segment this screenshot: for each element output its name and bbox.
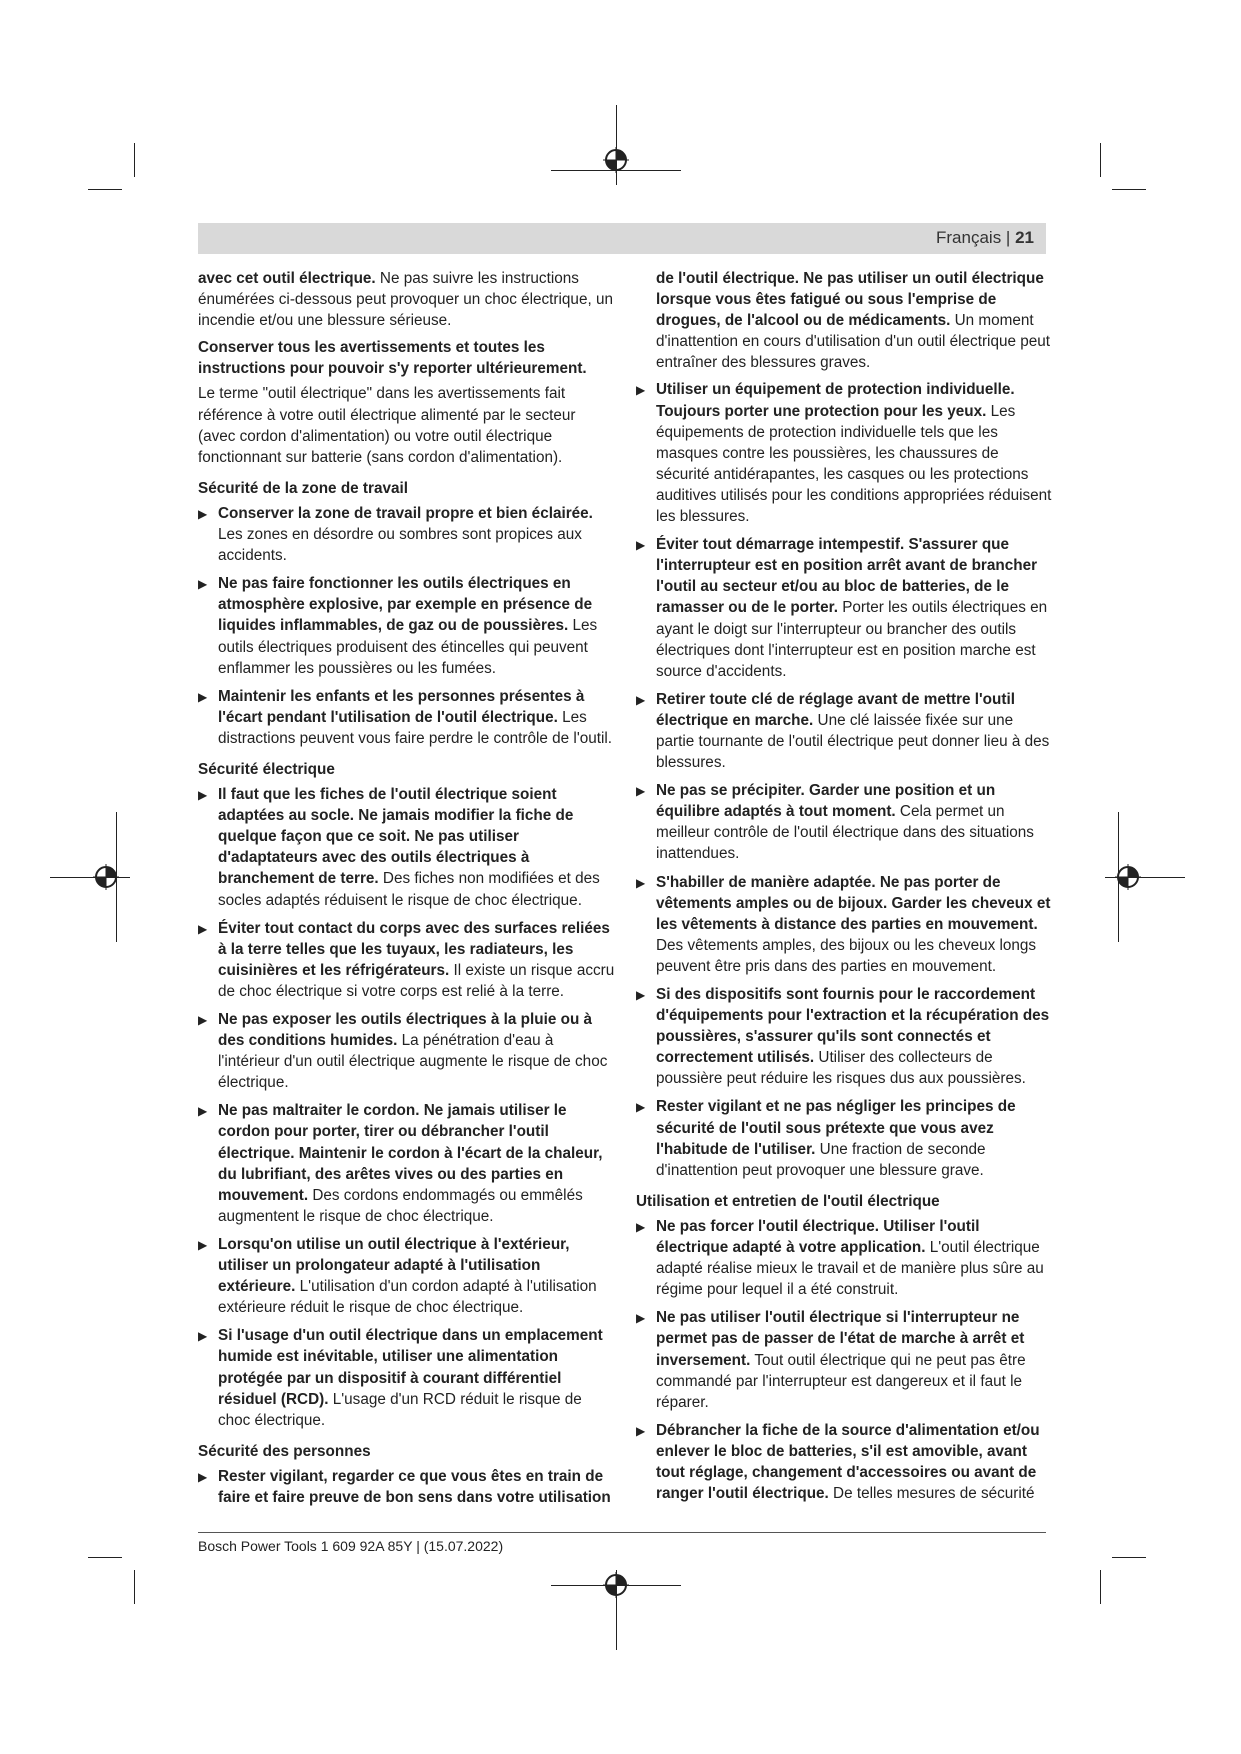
item-text: De telles mesures de sécurité (828, 1485, 1035, 1503)
item-text: Porter les outils électriques en ayant le doigt sur l'interrupteur ou brancher des outils électriques dont l'interrupteur est en position marche est source d'accidents. (656, 599, 1048, 680)
item-bold: Conserver la zone de travail propre et bien éclairée. (218, 504, 593, 522)
list-item (198, 573, 616, 678)
bullet-triangle-icon: ▶ (198, 1104, 208, 1119)
list-item (198, 1325, 616, 1430)
intro-bold: avec cet outil électrique. (198, 270, 376, 287)
item-text: Une fraction de seconde d'inattention peut provoquer une blessure grave. (656, 1140, 986, 1179)
list-item (636, 534, 1054, 682)
bullet-triangle-icon: ▶ (636, 692, 646, 707)
section-heading-personal: Sécurité des personnes (198, 1442, 371, 1460)
personal-list (636, 379, 1054, 1180)
crop-mark (1112, 189, 1146, 190)
item-text: L'outil électrique adapté réalise mieux le travail et de manière plus sûre au régime pour lequel il a été construit. (656, 1239, 1044, 1299)
page-number: 21 (1015, 228, 1034, 247)
item-bold: Il faut que les fiches de l'outil électrique soient adaptées au socle. Ne jamais modifier la fiche de quelque façon que ce soit. Ne pas utiliser d'adaptateurs avec des outils électriques à branchement de terre. (218, 786, 574, 888)
crop-mark (134, 143, 135, 177)
bullet-triangle-icon: ▶ (198, 921, 208, 936)
item-text: Cela permet un meilleur contrôle de l'outil électrique dans des situations inattendues. (656, 803, 1034, 863)
bullet-triangle-icon: ▶ (636, 383, 646, 398)
list-item (636, 1307, 1054, 1412)
list-item (636, 1216, 1054, 1300)
bullet-triangle-icon: ▶ (636, 1219, 646, 1234)
item-bold: Rester vigilant et ne pas négliger les principes de sécurité de l'outil sous prétexte que vous avez l'habitude de l'utiliser. (656, 1098, 1016, 1158)
item-bold: Ne pas forcer l'outil électrique. Utiliser l'outil électrique adapté à votre application. (656, 1217, 980, 1257)
bullet-triangle-icon: ▶ (636, 1423, 646, 1438)
list-item (636, 1096, 1054, 1180)
registration-line (616, 105, 617, 185)
item-bold: Lorsqu'on utilise un outil électrique à l'extérieur, utiliser un prolongateur adapté à l'utilisation extérieure. (218, 1235, 570, 1296)
continued-bold: de l'outil électrique. Ne pas utiliser un outil électrique lorsque vous êtes fatigué ou sous l'emprise de drogues, de l'alcool ou de médicaments. (656, 270, 1044, 330)
crop-mark (1100, 143, 1101, 177)
intro-text: Ne pas suivre les instructions énumérées ci-dessous peut provoquer un choc électrique, un incendie et/ou une blessure sérieuse. (198, 270, 613, 330)
item-text: Des fiches non modifiées et des socles adaptés réduisent le risque de choc électrique. (218, 870, 600, 909)
intro-paragraph (198, 268, 616, 331)
item-text: Les zones en désordre ou sombres sont propices aux accidents. (218, 526, 582, 565)
work-area-list (198, 503, 616, 749)
item-text: L'usage d'un RCD réduit le risque de choc électrique. (218, 1390, 582, 1429)
registration-target-icon (603, 1572, 629, 1598)
bullet-triangle-icon: ▶ (636, 784, 646, 799)
registration-target-icon (1115, 864, 1141, 890)
list-item (198, 918, 616, 1002)
item-bold: Si des dispositifs sont fournis pour le raccordement d'équipements pour l'extraction et la récupération des poussières, s'assurer qu'ils sont connectés et correctement utilisés. (656, 986, 1050, 1067)
item-bold: Ne pas exposer les outils électriques à la pluie ou à des conditions humides. (218, 1011, 593, 1050)
section-heading-electrical: Sécurité électrique (198, 760, 335, 778)
item-text: Il existe un risque accru de choc électrique si votre corps est relié à la terre. (218, 961, 615, 1000)
continued-text: Un moment d'inattention en cours d'utilisation d'un outil électrique peut entraîner des blessures graves. (656, 312, 1050, 372)
bullet-triangle-icon: ▶ (198, 506, 208, 521)
list-item (198, 1234, 616, 1318)
item-text: Les équipements de protection individuelle tels que les masques contre les poussières, les chaussures de sécurité antidérapantes, les casques ou les protections auditives utilisés pour les conditions appropriées réduisent les blessures. (656, 402, 1052, 526)
right-column (636, 268, 1054, 1511)
bullet-triangle-icon: ▶ (198, 577, 208, 592)
item-text: La pénétration d'eau à l'intérieur d'un outil électrique augmente le risque de choc électrique. (218, 1032, 608, 1092)
item-bold: Ne pas maltraiter le cordon. Ne jamais utiliser le cordon pour porter, tirer ou débrancher l'outil électrique. Maintenir le cordon à l'écart de la chaleur, du lubrifiant, des arêtes vives ou des parties en mouvement. (218, 1102, 603, 1204)
item-bold: Ne pas faire fonctionner les outils électriques en atmosphère explosive, par exemple en présence de liquides inflammables, de gaz ou de poussières. (218, 575, 593, 635)
crop-mark (134, 1570, 135, 1604)
section-heading-work-area: Sécurité de la zone de travail (198, 479, 408, 497)
footer-divider (198, 1532, 1046, 1533)
term-definition: Le terme "outil électrique" dans les avertissements fait référence à votre outil électrique alimenté par le secteur (avec cordon d'alimentation) ou votre outil électrique fonctionnant sur batterie (sans cordon d'alimentation). (198, 385, 576, 466)
continued-paragraph (636, 268, 1054, 373)
list-item (636, 780, 1054, 864)
bullet-triangle-icon: ▶ (636, 1311, 646, 1326)
list-item (636, 984, 1054, 1089)
item-bold: Ne pas se précipiter. Garder une position et un équilibre adaptés à tout moment. (656, 782, 996, 821)
bullet-triangle-icon: ▶ (198, 1329, 208, 1344)
item-text: Des vêtements amples, des bijoux ou les cheveux longs peuvent être pris dans des parties en mouvement. (656, 936, 1037, 975)
electrical-list (198, 784, 616, 1431)
list-item (198, 1466, 616, 1508)
list-item (636, 872, 1054, 977)
item-bold: Éviter tout contact du corps avec des surfaces reliées à la terre telles que les tuyaux, les radiateurs, les cuisinières et les réfrigérateurs. (218, 919, 610, 979)
page-header (198, 223, 1046, 254)
crop-mark (1100, 1570, 1101, 1604)
page-footer: Bosch Power Tools 1 609 92A 85Y | (15.07.2022) (198, 1538, 504, 1554)
item-text: Une clé laissée fixée sur une partie tournante de l'outil électrique peut donner lieu à des blessures. (656, 711, 1050, 772)
bullet-triangle-icon: ▶ (636, 988, 646, 1002)
item-bold: Si l'usage d'un outil électrique dans un emplacement humide est inévitable, utiliser une alimentation protégée par un dispositif à courant différentiel résiduel (RCD). (218, 1327, 603, 1408)
registration-target-icon (603, 147, 629, 173)
list-item (198, 1100, 616, 1227)
item-bold: Maintenir les enfants et les personnes présentes à l'écart pendant l'utilisation de l'outil électrique. (218, 687, 585, 726)
keep-warnings: Conserver tous les avertissements et toutes les instructions pour pouvoir s'y reporter ultérieurement. (198, 339, 587, 378)
list-item (636, 379, 1054, 527)
registration-target-icon (93, 864, 119, 890)
bullet-triangle-icon: ▶ (636, 1100, 646, 1115)
list-item (198, 686, 616, 749)
list-item (198, 503, 616, 566)
bullet-triangle-icon: ▶ (198, 788, 208, 803)
item-bold: Ne pas utiliser l'outil électrique si l'interrupteur ne permet pas de passer de l'état de marche à arrêt et inversement. (656, 1309, 1025, 1369)
crop-mark (1112, 1557, 1146, 1558)
bullet-triangle-icon: ▶ (198, 1237, 208, 1252)
item-bold: S'habiller de manière adaptée. Ne pas porter de vêtements amples ou de bijoux. Garder les cheveux et les vêtements à distance des parties en mouvement. (656, 873, 1051, 933)
bullet-triangle-icon: ▶ (198, 1013, 208, 1027)
item-text: Tout outil électrique qui ne peut pas être commandé par l'interrupteur est dangereux et il faut le réparer. (656, 1351, 1026, 1411)
item-bold: Débrancher la fiche de la source d'alimentation et/ou enlever le bloc de batteries, s'il est amovible, avant tout réglage, changement d'accessoires ou avant de ranger l'outil électrique. (656, 1421, 1040, 1503)
item-text: Des cordons endommagés ou emmêlés augmentent le risque de choc électrique. (218, 1186, 583, 1225)
list-item (636, 689, 1054, 773)
item-bold: Éviter tout démarrage intempestif. S'assurer que l'interrupteur est en position arrêt avant de brancher l'outil au secteur et/ou au bloc de batteries, de le ramasser ou de le porter. (656, 536, 1038, 617)
bullet-triangle-icon: ▶ (198, 689, 208, 704)
header-language: Français (936, 228, 1002, 247)
crop-mark (88, 189, 122, 190)
use-care-list (636, 1216, 1054, 1504)
list-item (198, 1009, 616, 1093)
list-item (198, 784, 616, 911)
left-column (198, 268, 616, 1515)
item-bold: Utiliser un équipement de protection individuelle. Toujours porter une protection pour les yeux. (656, 381, 1015, 420)
crop-mark (88, 1557, 122, 1558)
bullet-triangle-icon: ▶ (636, 538, 646, 553)
item-text: L'utilisation d'un cordon adapté à l'utilisation extérieure réduit le risque de choc électrique. (218, 1278, 597, 1317)
header-label: Français | 21 (936, 228, 1034, 247)
list-item (636, 1420, 1054, 1504)
item-bold: Retirer toute clé de réglage avant de mettre l'outil électrique en marche. (656, 690, 1015, 729)
bullet-triangle-icon: ▶ (198, 1469, 208, 1484)
item-text: Les distractions peuvent vous faire perdre le contrôle de l'outil. (218, 708, 613, 747)
section-heading-use-care: Utilisation et entretien de l'outil électrique (636, 1192, 940, 1210)
item-text: Les outils électriques produisent des étincelles qui peuvent enflammer les poussières ou les fumées. (218, 617, 598, 677)
item-bold: Rester vigilant, regarder ce que vous êtes en train de faire et faire preuve de bon sens dans votre utilisation (218, 1467, 611, 1506)
bullet-triangle-icon: ▶ (636, 875, 646, 890)
item-text: Utiliser des collecteurs de poussière peut réduire les risques dus aux poussières. (656, 1049, 1026, 1088)
